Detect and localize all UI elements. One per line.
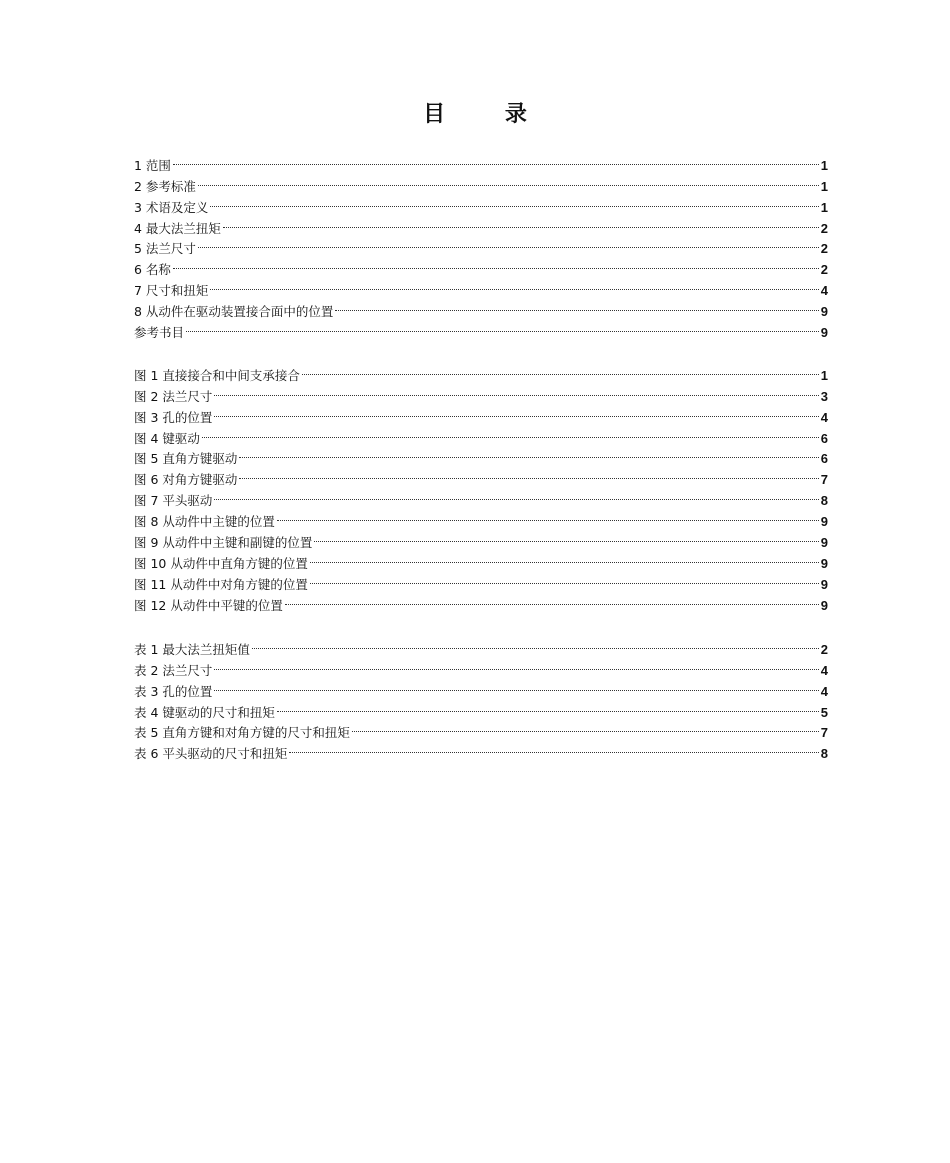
dot-leader [285, 589, 819, 610]
toc-entry-label: 图 5 直角方键驱动 [134, 451, 238, 467]
toc-entry-page-number: 4 [820, 662, 828, 678]
toc-tables-list [134, 633, 828, 762]
toc-entry-label: 图 4 键驱动 [134, 430, 200, 446]
toc-entry-label: 4 最大法兰扭矩 [134, 220, 221, 236]
toc-entry-page-number: 1 [820, 178, 828, 194]
toc-entry-page-number: 2 [820, 262, 828, 278]
toc-entry-label: 参考书目 [134, 325, 185, 341]
dot-leader [310, 568, 819, 589]
toc-entry-label: 图 12 从动件中平键的位置 [134, 597, 283, 613]
dot-leader [335, 295, 818, 316]
dot-leader [277, 505, 819, 526]
dot-leader [310, 547, 819, 568]
dot-leader [302, 359, 819, 380]
toc-table-row[interactable] [134, 654, 828, 678]
toc-entry-label: 表 5 直角方键和对角方键的尺寸和扭矩 [134, 725, 350, 741]
dot-leader [314, 526, 818, 547]
toc-entry-label: 图 10 从动件中直角方键的位置 [134, 555, 308, 571]
dot-leader [239, 443, 818, 464]
toc-entry-page-number: 3 [820, 388, 828, 404]
toc-entry-page-number: 1 [820, 157, 828, 173]
toc-entry-page-number: 9 [820, 576, 828, 592]
toc-figures-list [134, 359, 828, 613]
toc-entry-label: 图 6 对角方键驱动 [134, 472, 238, 488]
toc-entry-label: 图 7 平头驱动 [134, 493, 213, 509]
toc-entry-label: 图 11 从动件中对角方键的位置 [134, 576, 308, 592]
dot-leader [214, 675, 818, 696]
toc-sections-list [134, 149, 828, 341]
dot-leader [289, 737, 818, 758]
page-title: 目 录 [423, 101, 553, 127]
dot-leader [173, 149, 819, 170]
toc-section-row[interactable] [134, 191, 828, 215]
toc-entry-page-number: 4 [820, 683, 828, 699]
dot-leader [239, 463, 818, 484]
toc-table-row[interactable] [134, 675, 828, 699]
toc-entry-page-number: 7 [820, 725, 828, 741]
toc-entry-label: 表 6 平头驱动的尺寸和扭矩 [134, 746, 288, 762]
toc-entry-label: 图 8 从动件中主键的位置 [134, 514, 275, 530]
toc-entry-label: 2 参考标准 [134, 178, 196, 194]
dot-leader [173, 253, 819, 274]
toc-entry-page-number: 5 [820, 704, 828, 720]
toc-entry-label: 图 1 直接接合和中间支承接合 [134, 367, 300, 383]
toc-figure-row[interactable] [134, 443, 828, 467]
dot-leader [198, 233, 819, 254]
toc-figure-row[interactable] [134, 463, 828, 488]
toc-entry-page-number: 8 [820, 493, 828, 509]
toc-figure-row[interactable] [134, 505, 828, 530]
toc-entry-page-number: 7 [820, 472, 828, 488]
toc-entry-page-number: 9 [820, 535, 828, 551]
toc-entry-label: 图 9 从动件中主键和副键的位置 [134, 535, 313, 551]
toc-entry-label: 表 2 法兰尺寸 [134, 662, 213, 678]
toc-section-row[interactable] [134, 316, 828, 341]
toc-entry-label: 7 尺寸和扭矩 [134, 283, 209, 299]
toc-entry-label: 表 3 孔的位置 [134, 683, 213, 699]
toc-entry-page-number: 2 [820, 241, 828, 257]
toc-figure-row[interactable] [134, 380, 828, 404]
toc-section-row[interactable] [134, 233, 828, 257]
toc-entry-page-number: 9 [820, 514, 828, 530]
toc-entry-page-number: 4 [820, 409, 828, 425]
toc-section-row[interactable] [134, 170, 828, 194]
toc-entry-label: 表 1 最大法兰扭矩值 [134, 641, 250, 657]
toc-section-row[interactable] [134, 274, 828, 299]
toc-entry-page-number: 2 [820, 220, 828, 236]
toc-entry-page-number: 1 [820, 199, 828, 215]
toc-entry-page-number: 9 [820, 325, 828, 341]
toc-figure-row[interactable] [134, 484, 828, 509]
dot-leader [277, 696, 819, 717]
dot-leader [223, 212, 819, 233]
dot-leader [252, 633, 819, 654]
toc-entry-page-number: 9 [820, 304, 828, 320]
dot-leader [186, 316, 819, 337]
toc-entry-page-number: 9 [820, 555, 828, 571]
toc-entry-page-number: 2 [820, 641, 828, 657]
dot-leader [210, 191, 818, 212]
toc-figure-row[interactable] [134, 422, 828, 446]
toc-entry-label: 3 术语及定义 [134, 199, 209, 215]
toc-entry-label: 6 名称 [134, 262, 171, 278]
toc-section-row[interactable] [134, 295, 828, 320]
dot-leader [214, 484, 818, 505]
toc-table-row[interactable] [134, 633, 828, 657]
toc-entry-page-number: 6 [820, 430, 828, 446]
toc-entry-label: 8 从动件在驱动装置接合面中的位置 [134, 304, 334, 320]
dot-leader [214, 380, 818, 401]
toc-entry-page-number: 6 [820, 451, 828, 467]
toc-section-row[interactable] [134, 253, 828, 278]
toc-entry-label: 图 2 法兰尺寸 [134, 388, 213, 404]
dot-leader [214, 401, 818, 422]
dot-leader [210, 274, 818, 295]
toc-figure-row[interactable] [134, 359, 828, 383]
toc-entry-page-number: 1 [820, 367, 828, 383]
toc-entry-page-number: 8 [820, 746, 828, 762]
toc-entry-page-number: 4 [820, 283, 828, 299]
toc-section-row[interactable] [134, 212, 828, 236]
toc-figure-row[interactable] [134, 401, 828, 425]
dot-leader [202, 422, 819, 443]
dot-leader [214, 654, 818, 675]
toc-entry-label: 1 范围 [134, 157, 171, 173]
toc-entry-label: 图 3 孔的位置 [134, 409, 213, 425]
dot-leader [198, 170, 819, 191]
toc-entry-label: 表 4 键驱动的尺寸和扭矩 [134, 704, 275, 720]
toc-table-row[interactable] [134, 696, 828, 720]
toc-entry-page-number: 9 [820, 597, 828, 613]
toc-entry-label: 5 法兰尺寸 [134, 241, 196, 257]
dot-leader [352, 717, 819, 738]
toc-section-row[interactable] [134, 149, 828, 173]
